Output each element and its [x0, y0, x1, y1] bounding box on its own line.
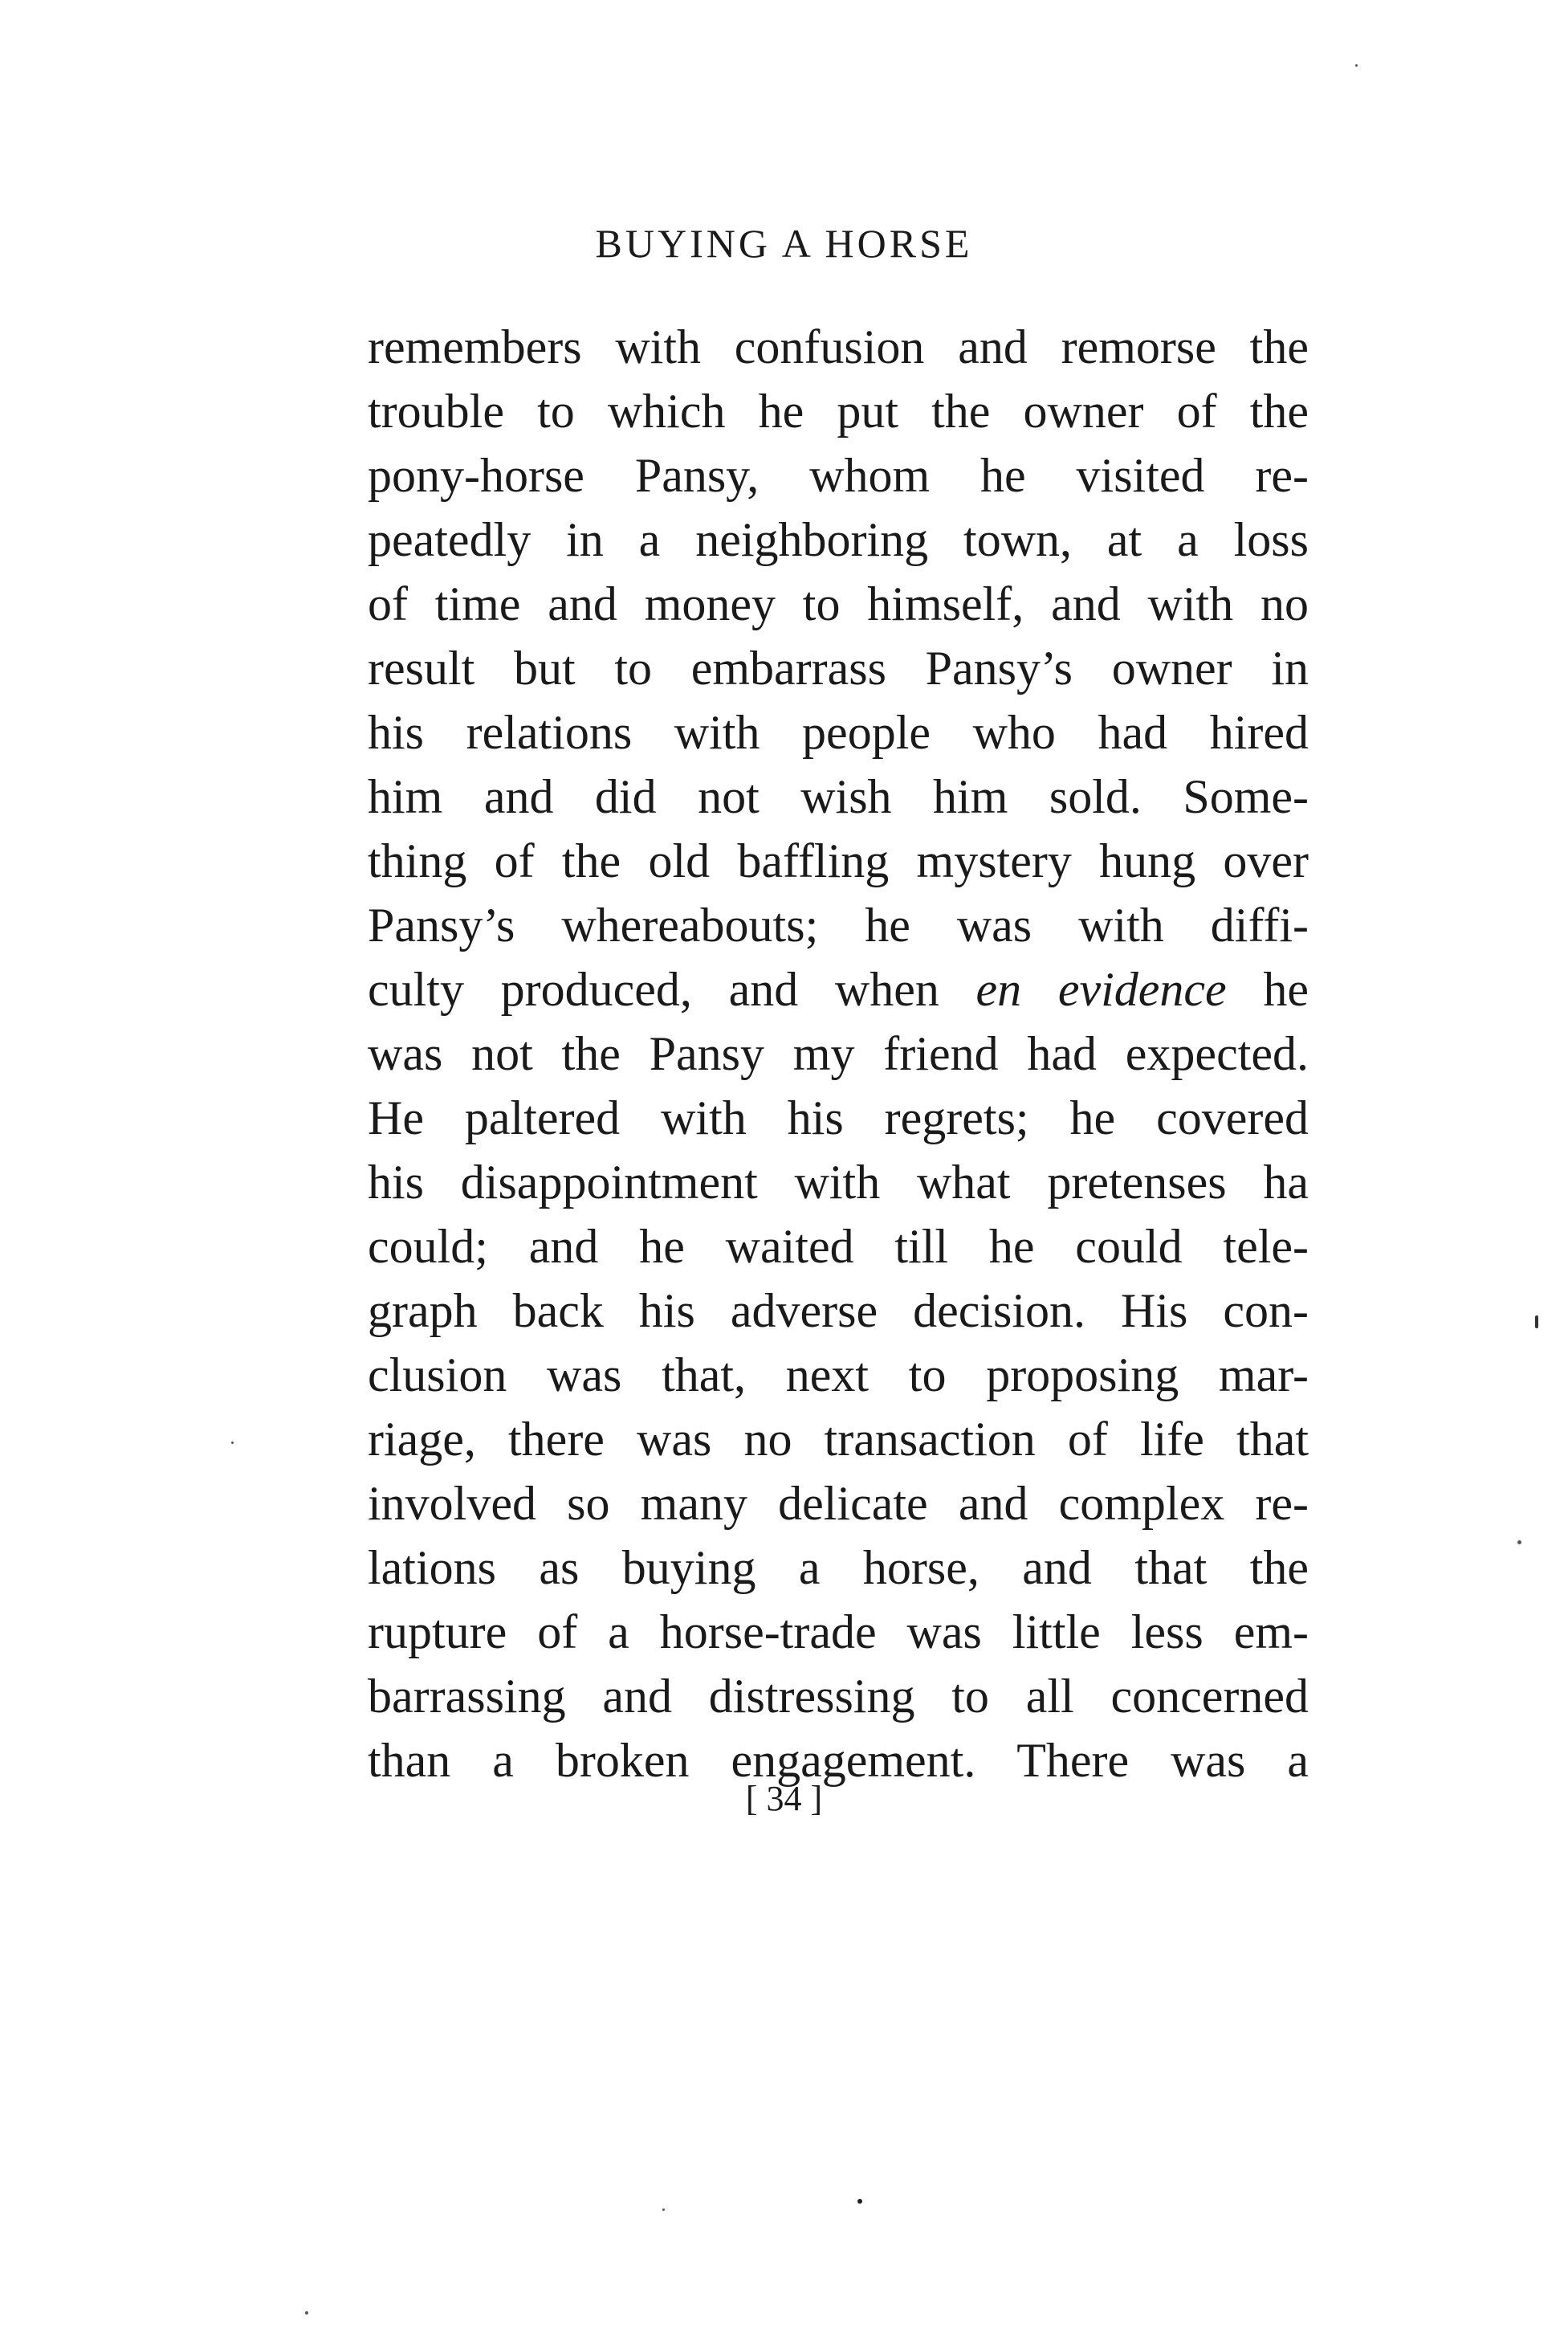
text-line: his relations with people who had hired	[368, 706, 1309, 759]
scan-speck	[857, 2199, 862, 2204]
text-line-with-italic	[368, 957, 1309, 1022]
text-line: rupture of a horse-trade was little less em-	[368, 1605, 1309, 1658]
text-line: of time and money to himself, and with no	[368, 577, 1309, 630]
text-line: lations as buying a horse, and that the	[368, 1541, 1309, 1594]
scan-speck	[1535, 1315, 1538, 1328]
text-line: graph back his adverse decision. His con-	[368, 1284, 1309, 1337]
text-line: He paltered with his regrets; he covered	[368, 1091, 1309, 1144]
text-line: involved so many delicate and complex re-	[368, 1477, 1309, 1530]
text-line-start: culty produced, and when	[368, 963, 939, 1016]
text-line: clusion was that, next to proposing mar-	[368, 1348, 1309, 1401]
text-line: barrassing and distressing to all concerned	[368, 1670, 1309, 1723]
scan-speck	[1355, 64, 1358, 67]
text-line: his disappointment with what pretenses ha	[368, 1156, 1309, 1209]
text-line: was not the Pansy my friend had expected.	[368, 1027, 1309, 1080]
text-line: result but to embarrass Pansy’s owner in	[368, 642, 1309, 695]
text-line: Pansy’s whereabouts; he was with diffi-	[368, 899, 1309, 952]
text-line: riage, there was no transaction of life that	[368, 1413, 1309, 1466]
text-line: pony-horse Pansy, whom he visited re-	[368, 449, 1309, 502]
running-head: BUYING A HORSE	[595, 221, 973, 266]
text-line: him and did not wish him sold. Some-	[368, 770, 1309, 823]
scan-speck	[1517, 1540, 1521, 1544]
text-line: peatedly in a neighboring town, at a loss	[368, 513, 1309, 566]
italic-phrase: en evidence	[975, 963, 1227, 1016]
text-line: thing of the old baffling mystery hung over	[368, 834, 1309, 887]
text-line: could; and he waited till he could tele-	[368, 1220, 1309, 1273]
scan-speck	[231, 1442, 234, 1444]
body-text	[368, 315, 1309, 1792]
scan-speck	[305, 2311, 308, 2314]
scan-speck	[662, 2208, 665, 2211]
text-line: remembers with confusion and remorse the	[368, 320, 1309, 373]
page-number: [ 34 ]	[745, 1779, 823, 1818]
text-line: trouble to which he put the owner of the	[368, 385, 1309, 438]
text-line-end: he	[1263, 963, 1309, 1016]
text-line: than a broken engagement. There was a	[368, 1734, 1309, 1787]
